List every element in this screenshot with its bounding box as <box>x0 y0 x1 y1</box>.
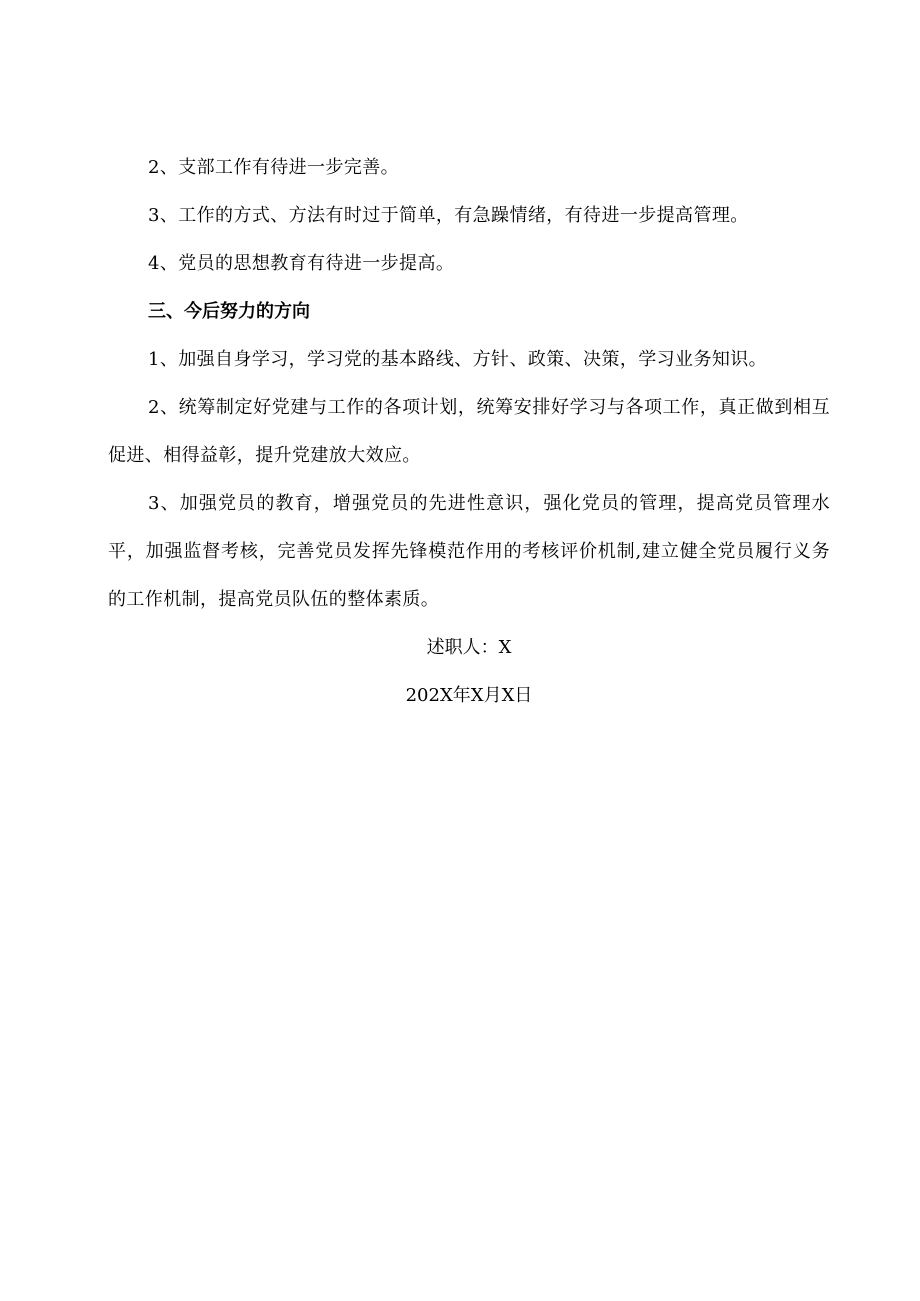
direction-item-3: 3、加强党员的教育，增强党员的先进性意识，强化党员的管理，提高党员管理水平，加强监督考核，完善党员发挥先锋模范作用的考核评价机制,建立健全党员履行义务的工作机制，提高党员队伍的整体素质。 <box>108 493 830 610</box>
signature-line: 述职人：X <box>426 637 512 658</box>
document-body <box>108 144 830 720</box>
section-heading: 三、今后努力的方向 <box>148 301 310 322</box>
paragraph-item-2: 2、支部工作有待进一步完善。 <box>148 157 400 178</box>
date-line: 202X年X月X日 <box>405 685 533 706</box>
direction-item-1: 1、加强自身学习，学习党的基本路线、方针、政策、决策，学习业务知识。 <box>148 349 768 370</box>
direction-item-2: 2、统筹制定好党建与工作的各项计划，统筹安排好学习与各项工作，真正做到相互促进、相得益彰，提升党建放大效应。 <box>108 397 830 466</box>
paragraph-item-4: 4、党员的思想教育有待进一步提高。 <box>148 253 455 274</box>
paragraph-item-3: 3、工作的方式、方法有时过于简单，有急躁情绪，有待进一步提高管理。 <box>148 205 749 226</box>
